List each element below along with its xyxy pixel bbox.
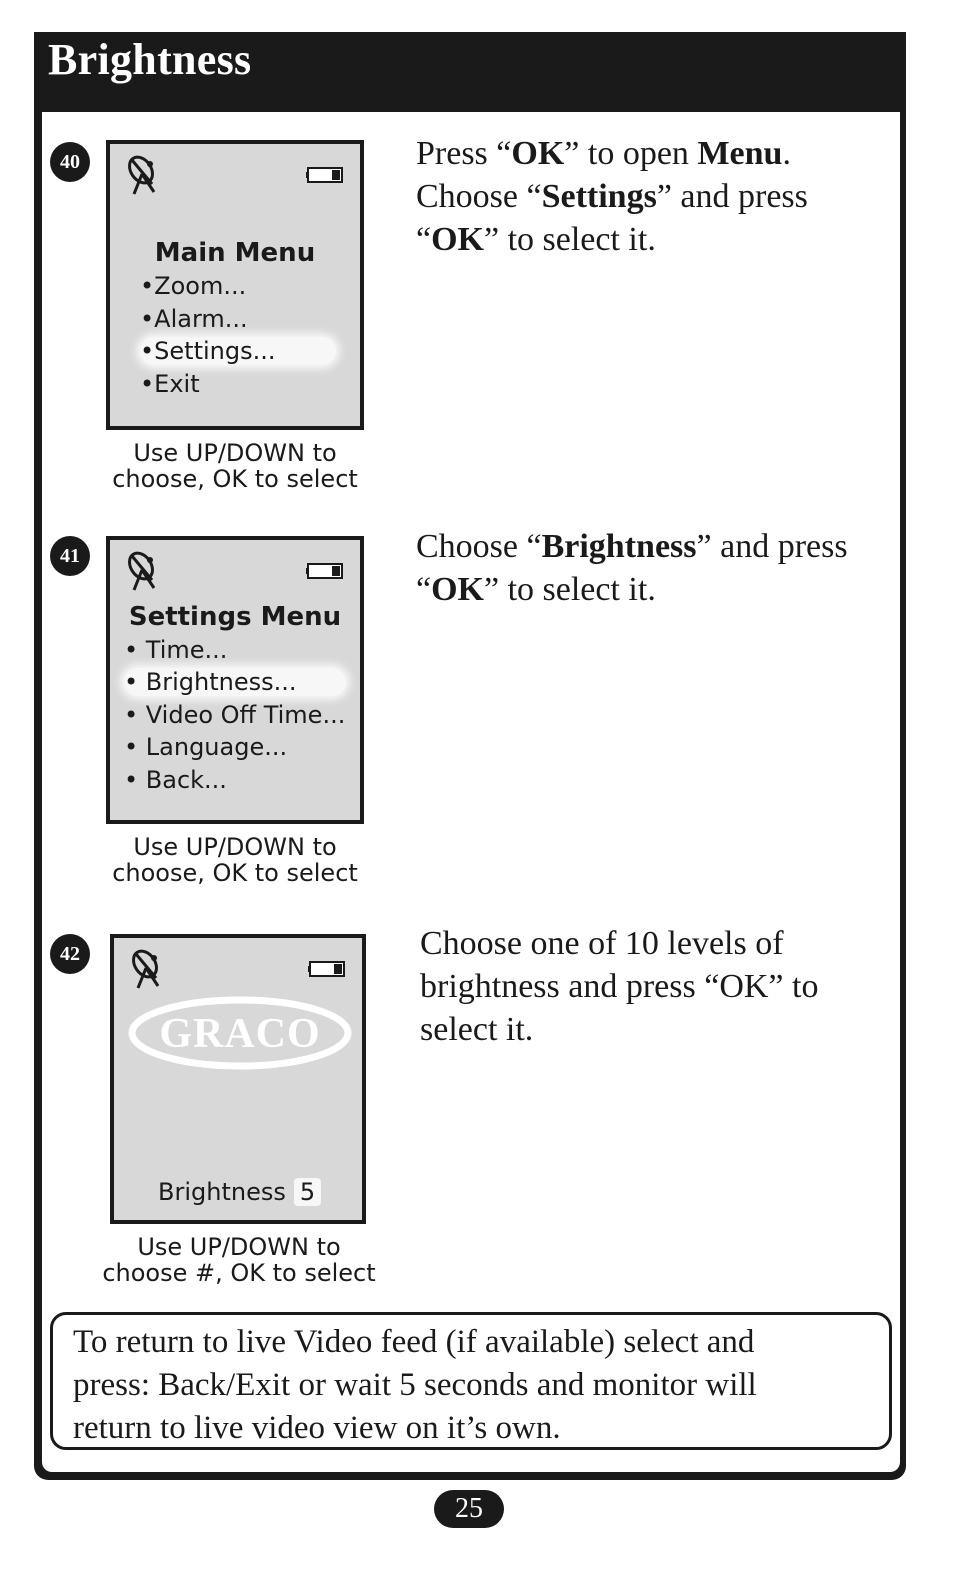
battery-icon bbox=[308, 960, 348, 978]
content-panel bbox=[42, 112, 900, 1472]
menu-title: Settings Menu bbox=[128, 602, 342, 632]
menu-item-zoom: •Zoom... bbox=[140, 272, 247, 300]
svg-text:GRACO: GRACO bbox=[159, 1011, 321, 1057]
instruction-41: Choose “Brightness” and press “OK” to select it. bbox=[416, 528, 848, 608]
screen-hint-41: Use UP/DOWN to choose, OK to select bbox=[112, 833, 358, 887]
step-badge-42: 42 bbox=[50, 934, 90, 974]
page-title: Brightness bbox=[48, 35, 252, 84]
menu-item-back: • Back... bbox=[124, 766, 227, 794]
menu-item-time: • Time... bbox=[124, 636, 228, 664]
monitor-screen-brightness bbox=[110, 934, 366, 1224]
menu-item-settings-selected: •Settings... bbox=[140, 337, 336, 365]
battery-icon bbox=[306, 166, 346, 184]
menu-item-brightness-selected: • Brightness... bbox=[124, 668, 346, 696]
satellite-dish-icon bbox=[128, 948, 164, 992]
brightness-readout bbox=[158, 1178, 321, 1206]
instruction-40: Press “OK” to open Menu. Choose “Settings” and press “OK” to select it. bbox=[416, 135, 808, 258]
step-badge-41: 41 bbox=[50, 536, 90, 576]
battery-icon bbox=[306, 562, 346, 580]
satellite-dish-icon bbox=[124, 550, 160, 594]
monitor-screen-settings-menu bbox=[106, 536, 364, 824]
screen-hint-42: Use UP/DOWN to choose #, OK to select bbox=[102, 1233, 376, 1287]
screen-hint-40: Use UP/DOWN to choose, OK to select bbox=[112, 439, 358, 493]
satellite-dish-icon bbox=[124, 154, 160, 198]
menu-item-exit: •Exit bbox=[140, 370, 200, 398]
page-number: 25 bbox=[434, 1490, 504, 1528]
instruction-42: Choose one of 10 levels of brightness and press “OK” to select it. bbox=[420, 925, 819, 1048]
brightness-label: Brightness bbox=[158, 1178, 286, 1206]
menu-item-alarm: •Alarm... bbox=[140, 305, 248, 333]
return-note: To return to live Video feed (if available) select and press: Back/Exit or wait 5 seconds and monitor will return to live video view on it’s own. bbox=[50, 1312, 892, 1450]
monitor-screen-main-menu bbox=[106, 140, 364, 430]
menu-item-video-off-time: • Video Off Time... bbox=[124, 701, 346, 729]
menu-title: Main Menu bbox=[154, 238, 316, 268]
step-badge-40: 40 bbox=[50, 142, 90, 182]
brightness-value: 5 bbox=[294, 1178, 321, 1206]
menu-item-language: • Language... bbox=[124, 733, 288, 761]
graco-logo bbox=[128, 996, 352, 1070]
